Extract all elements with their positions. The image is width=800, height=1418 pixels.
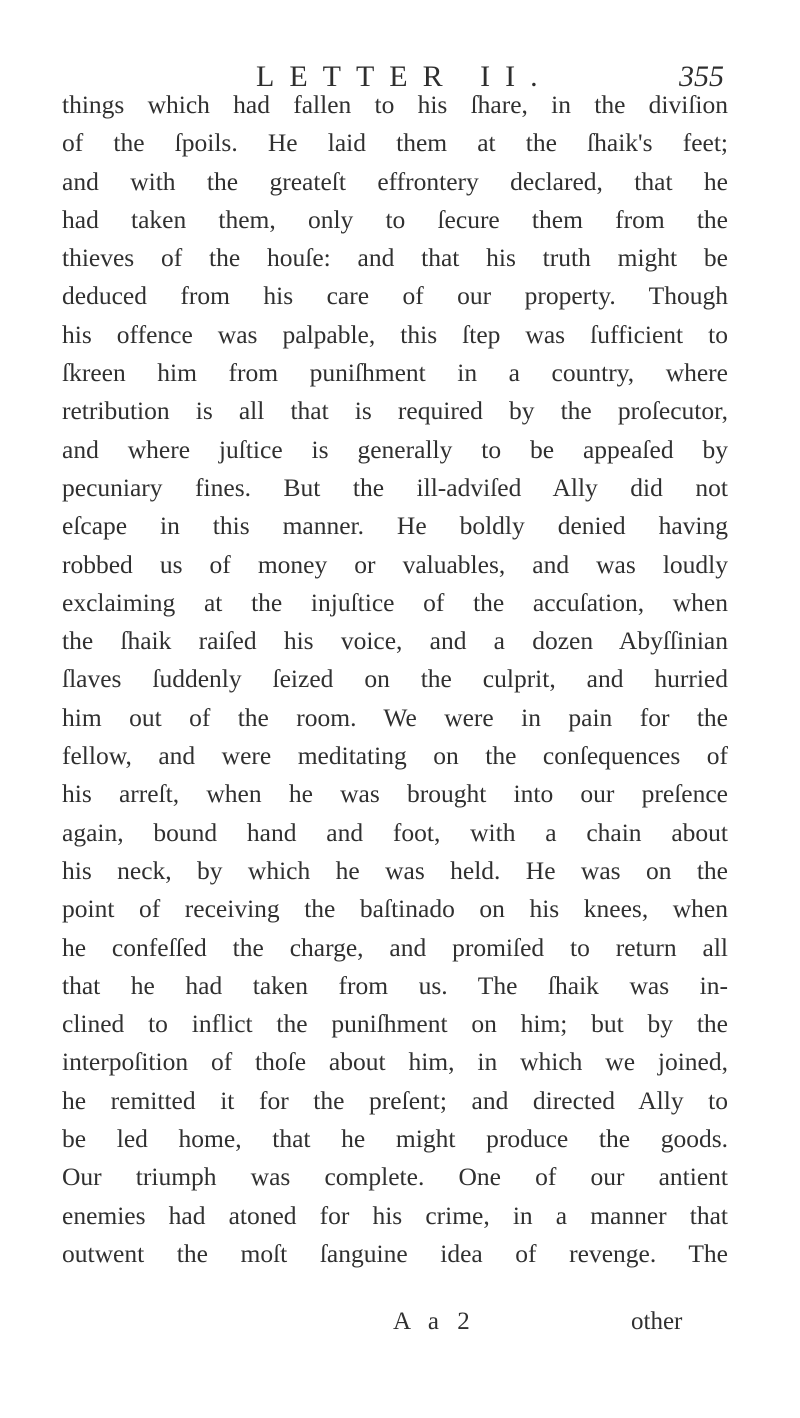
chapter-title: LETTER II.	[256, 60, 553, 93]
text-line: deduced from his care of our property. Though	[62, 281, 728, 311]
text-line: interpoſition of thoſe about him, in which we joined,	[62, 1047, 728, 1077]
text-line: ſkreen him from puniſhment in a country, where	[62, 358, 728, 388]
text-line: point of receiving the baſtinado on his knees, when	[62, 894, 728, 924]
body-text	[62, 86, 728, 1273]
text-line: outwent the moſt ſanguine idea of revenge. The	[62, 1238, 728, 1268]
text-line: Our triumph was complete. One of our antient	[62, 1162, 728, 1192]
text-line: exclaiming at the injuſtice of the accuſation, when	[62, 587, 728, 617]
text-line: him out of the room. We were in pain for the	[62, 702, 728, 732]
text-line: retribution is all that is required by the proſecutor,	[62, 396, 728, 426]
text-line: of the ſpoils. He laid them at the ſhaik's feet;	[62, 128, 728, 158]
text-line: things which had fallen to his ſhare, in the diviſion	[62, 90, 728, 119]
text-line: his arreſt, when he was brought into our preſence	[62, 779, 728, 809]
text-line: fellow, and were meditating on the conſequences of	[62, 741, 728, 771]
text-line: ſlaves ſuddenly ſeized on the culprit, and hurried	[62, 664, 728, 694]
page-number: 355	[679, 60, 724, 93]
text-line: robbed us of money or valuables, and was loudly	[62, 549, 728, 579]
text-line: be led home, that he might produce the goods.	[62, 1124, 728, 1154]
text-line: he remitted it for the preſent; and directed Ally to	[62, 1085, 728, 1115]
page-footer	[0, 1308, 800, 1342]
text-line: and where juſtice is generally to be appeaſed by	[62, 434, 728, 464]
text-line: that he had taken from us. The ſhaik was in-	[62, 970, 728, 1000]
text-line: pecuniary fines. But the ill-adviſed Ally did not	[62, 472, 728, 502]
text-line: eſcape in this manner. He boldly denied having	[62, 511, 728, 541]
text-line: the ſhaik raiſed his voice, and a dozen Abyſſinian	[62, 626, 728, 656]
text-line: again, bound hand and foot, with a chain about	[62, 817, 728, 847]
text-line: enemies had atoned for his crime, in a manner that	[62, 1200, 728, 1230]
text-line: he confeſſed the charge, and promiſed to return all	[62, 932, 728, 962]
text-line: his neck, by which he was held. He was on the	[62, 855, 728, 885]
text-line: clined to inflict the puniſhment on him; but by the	[62, 1009, 728, 1039]
text-line: and with the greateſt effrontery declared, that he	[62, 166, 728, 196]
text-line: his offence was palpable, this ſtep was ſufficient to	[62, 319, 728, 349]
signature-mark: A a 2	[393, 1308, 476, 1335]
catchword: other	[631, 1308, 683, 1335]
text-line: thieves of the houſe: and that his truth might be	[62, 243, 728, 273]
text-line: had taken them, only to ſecure them from the	[62, 204, 728, 234]
